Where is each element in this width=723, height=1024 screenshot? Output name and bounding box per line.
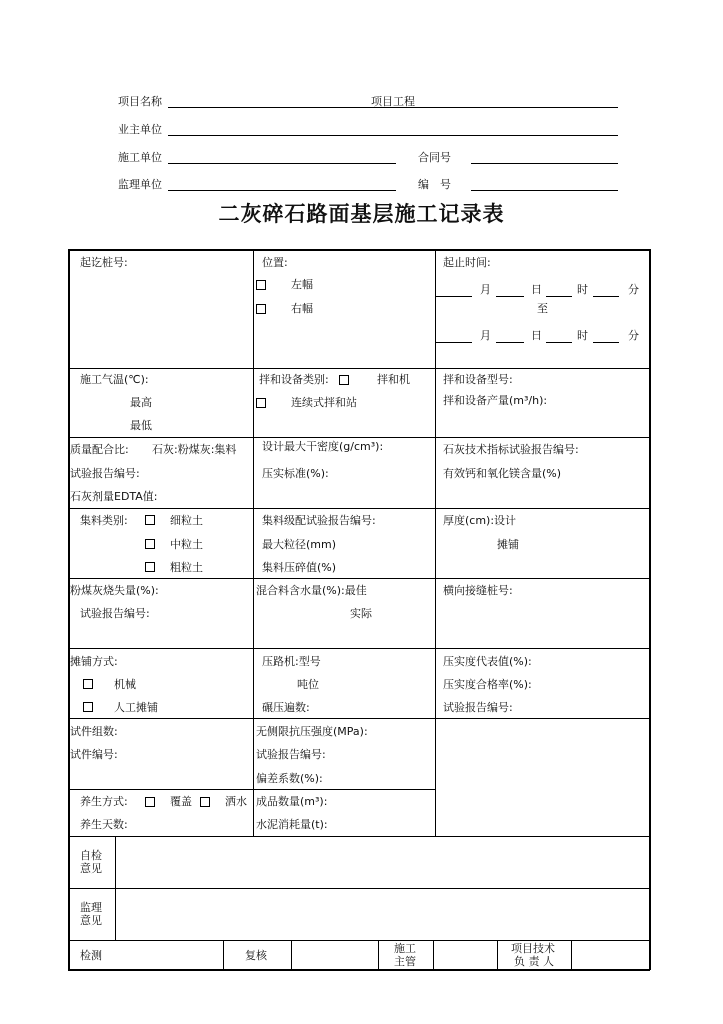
left-width-checkbox[interactable]	[256, 279, 266, 292]
medium-label: 中粒土	[170, 538, 203, 551]
month-unit: 月	[480, 329, 491, 342]
tech-label-1: 项目技术	[511, 942, 555, 955]
col-line	[291, 940, 292, 970]
start-hour-field[interactable]	[546, 296, 572, 297]
project-name-value[interactable]: 项目工程	[371, 95, 415, 108]
water-checkbox[interactable]	[200, 796, 210, 809]
curing-method-label: 养生方式:	[80, 795, 128, 808]
owner-line[interactable]	[168, 135, 618, 136]
compaction-pass-label: 压实度合格率(%):	[443, 678, 532, 691]
temp-max-label: 最高	[130, 396, 152, 409]
passes-label: 碾压遍数:	[262, 701, 310, 714]
row-line	[68, 648, 650, 649]
temp-min-label: 最低	[130, 419, 152, 432]
mixer-label: 拌和机	[377, 373, 410, 386]
construction-signature-field[interactable]	[435, 942, 495, 968]
inspect-signature-field[interactable]	[117, 942, 221, 968]
mix-ratio-label: 质量配合比:	[70, 443, 129, 456]
specimen-groups-label: 试件组数:	[70, 725, 118, 738]
position-label: 位置:	[262, 256, 288, 269]
mixer-output-label: 拌和设备产量(m³/h):	[443, 394, 548, 407]
contract-no-label: 合同号	[418, 151, 451, 164]
continuous-plant-checkbox[interactable]	[256, 397, 266, 410]
fine-checkbox[interactable]	[145, 514, 155, 527]
cover-label: 覆盖	[170, 795, 192, 808]
number-label: 编 号	[418, 178, 451, 191]
contractor-line[interactable]	[168, 163, 396, 164]
col-line	[571, 940, 572, 970]
end-month-field[interactable]	[436, 342, 472, 343]
supervisor-label: 监理单位	[118, 178, 162, 191]
end-hour-field[interactable]	[546, 342, 572, 343]
right-width-checkbox[interactable]	[256, 303, 266, 316]
crush-value-label: 集料压碎值(%)	[262, 561, 337, 574]
table-top-border	[68, 249, 650, 251]
left-width-label: 左幅	[291, 278, 313, 291]
row-line	[68, 940, 650, 941]
contractor-label: 施工单位	[118, 151, 162, 164]
page-title: 二灰碎石路面基层施工记录表	[218, 202, 505, 226]
curing-days-label: 养生天数:	[80, 818, 128, 831]
self-check-label-1: 自检	[80, 849, 102, 862]
medium-checkbox[interactable]	[145, 538, 155, 551]
construction-label-2: 主管	[394, 955, 416, 968]
mixer-type-label: 拌和设备类别:	[259, 373, 329, 386]
recheck-signature-field[interactable]	[293, 942, 376, 968]
hour-unit: 时	[577, 283, 588, 296]
table-left-border	[68, 249, 70, 970]
row-line	[68, 578, 650, 579]
ucs-test-report-label: 试验报告编号:	[256, 748, 326, 761]
supervision-label-2: 意见	[80, 914, 102, 927]
tonnage-label: 吨位	[297, 678, 319, 691]
day-unit: 日	[531, 283, 542, 296]
project-name-label: 项目名称	[118, 95, 162, 108]
compaction-test-report-label: 试验报告编号:	[443, 701, 513, 714]
continuous-plant-label: 连续式拌和站	[291, 396, 357, 409]
supervision-label-1: 监理	[80, 901, 102, 914]
end-minute-field[interactable]	[593, 342, 619, 343]
row-line	[68, 437, 650, 438]
coarse-label: 粗粒土	[170, 561, 203, 574]
station-label: 起讫桩号:	[80, 256, 128, 269]
product-qty-label: 成品数量(m³):	[256, 795, 328, 808]
start-minute-field[interactable]	[593, 296, 619, 297]
number-line[interactable]	[471, 190, 618, 191]
start-month-field[interactable]	[436, 296, 472, 297]
roller-model-label: 压路机:型号	[262, 655, 321, 668]
construction-label-1: 施工	[394, 942, 416, 955]
fine-label: 细粒土	[170, 514, 203, 527]
manual-checkbox[interactable]	[83, 701, 93, 714]
mixer-checkbox[interactable]	[339, 374, 349, 387]
supervisor-line[interactable]	[168, 190, 396, 191]
tech-signature-field[interactable]	[573, 942, 647, 968]
inspect-label: 检测	[80, 949, 102, 962]
flyash-loss-label: 粉煤灰烧失量(%):	[70, 584, 159, 597]
compaction-std-label: 压实标准(%):	[262, 467, 329, 480]
cement-use-label: 水泥消耗量(t):	[256, 818, 328, 831]
col-line	[378, 940, 379, 970]
minute-unit: 分	[628, 329, 639, 342]
row-line	[68, 368, 650, 369]
contract-no-line[interactable]	[471, 163, 618, 164]
row-line	[68, 888, 650, 889]
row-line	[68, 508, 650, 509]
row-line	[68, 836, 650, 837]
day-unit: 日	[531, 329, 542, 342]
mix-test-report-label: 试验报告编号:	[70, 467, 140, 480]
machine-checkbox[interactable]	[83, 678, 93, 691]
right-width-label: 右幅	[291, 302, 313, 315]
paving-method-label: 摊铺方式:	[70, 655, 118, 668]
cover-checkbox[interactable]	[145, 796, 155, 809]
manual-label: 人工摊铺	[114, 701, 158, 714]
specimen-no-label: 试件编号:	[70, 748, 118, 761]
cao-mgo-label: 有效钙和氧化镁含量(%)	[443, 467, 562, 480]
col-line	[115, 836, 116, 940]
start-day-field[interactable]	[496, 296, 524, 297]
machine-label: 机械	[114, 678, 136, 691]
row-line	[68, 789, 435, 790]
supervision-opinion-field[interactable]	[117, 890, 648, 938]
mixer-model-label: 拌和设备型号:	[443, 373, 513, 386]
temp-label: 施工气温(℃):	[80, 373, 149, 386]
row-line	[68, 718, 650, 719]
minute-unit: 分	[628, 283, 639, 296]
gradation-report-label: 集料级配试验报告编号:	[262, 514, 376, 527]
to-label: 至	[537, 302, 548, 315]
mix-ratio-value: 石灰:粉煤灰:集料	[152, 443, 237, 456]
coarse-checkbox[interactable]	[145, 561, 155, 574]
col-line	[223, 940, 224, 970]
paving-thickness-label: 摊铺	[497, 538, 519, 551]
self-check-opinion-field[interactable]	[117, 838, 648, 886]
water-content-label: 混合料含水量(%):最佳	[256, 584, 367, 597]
edta-label: 石灰剂量EDTA值:	[70, 490, 158, 503]
table-right-border	[649, 249, 651, 970]
max-dry-density-label: 设计最大干密度(g/cm³):	[262, 440, 384, 453]
hour-unit: 时	[577, 329, 588, 342]
water-label: 洒水	[225, 795, 247, 808]
month-unit: 月	[480, 283, 491, 296]
end-day-field[interactable]	[496, 342, 524, 343]
lime-test-report-label: 石灰技术指标试验报告编号:	[443, 443, 579, 456]
col-line	[497, 940, 498, 970]
table-bottom-border	[68, 969, 650, 971]
col-line	[435, 249, 436, 836]
thickness-label: 厚度(cm):设计	[443, 514, 517, 527]
ucs-label: 无侧限抗压强度(MPa):	[256, 725, 368, 738]
owner-label: 业主单位	[118, 123, 162, 136]
water-actual-label: 实际	[350, 607, 372, 620]
joint-station-label: 横向接缝桩号:	[443, 584, 513, 597]
compaction-rep-label: 压实度代表值(%):	[443, 655, 532, 668]
col-line	[253, 249, 254, 836]
time-label: 起止时间:	[443, 256, 491, 269]
flyash-test-report-label: 试验报告编号:	[80, 607, 150, 620]
recheck-label: 复核	[245, 949, 267, 962]
aggregate-type-label: 集料类别:	[80, 514, 128, 527]
col-line	[433, 940, 434, 970]
cv-label: 偏差系数(%):	[256, 772, 323, 785]
self-check-label-2: 意见	[80, 862, 102, 875]
tech-label-2: 负 责 人	[514, 955, 554, 968]
max-size-label: 最大粒径(mm)	[262, 538, 337, 551]
